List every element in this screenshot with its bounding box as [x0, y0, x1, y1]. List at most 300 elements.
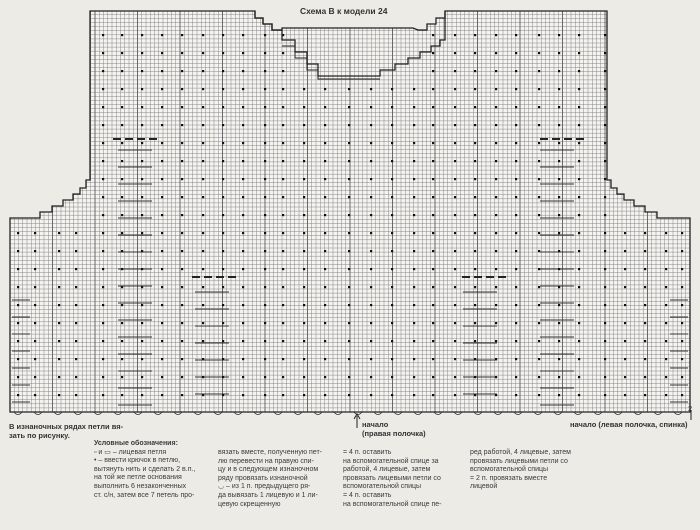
bobble-mark — [681, 232, 683, 234]
bobble-mark — [474, 304, 476, 306]
bobble-mark — [515, 88, 517, 90]
bobble-mark — [644, 322, 646, 324]
bobble-mark — [348, 214, 350, 216]
bobble-mark — [370, 106, 372, 108]
bobble-mark — [161, 142, 163, 144]
legend-line: вязать вместе, полученную пет- — [218, 449, 323, 456]
purl-rows-note-line1: В изнаночных рядах петли вя- — [9, 422, 124, 431]
bobble-mark — [538, 358, 540, 360]
bobble-mark — [102, 286, 104, 288]
bobble-mark — [558, 178, 560, 180]
bobble-mark — [391, 376, 393, 378]
bobble-mark — [102, 232, 104, 234]
legend-column-3 — [343, 449, 470, 509]
bobble-mark — [558, 70, 560, 72]
bobble-mark — [303, 286, 305, 288]
bobble-mark — [495, 358, 497, 360]
bobble-mark — [161, 214, 163, 216]
bobble-mark — [515, 70, 517, 72]
bobble-mark — [538, 340, 540, 342]
bobble-mark — [515, 250, 517, 252]
bobble-mark — [282, 304, 284, 306]
bobble-mark — [202, 250, 204, 252]
bobble-mark — [282, 340, 284, 342]
bobble-mark — [121, 196, 123, 198]
bobble-mark — [161, 160, 163, 162]
bobble-mark — [264, 250, 266, 252]
bobble-mark — [558, 142, 560, 144]
bobble-mark — [391, 394, 393, 396]
legend-line: цу и в следующем изнаночном — [218, 466, 319, 474]
bobble-mark — [681, 394, 683, 396]
bobble-mark — [413, 232, 415, 234]
bobble-mark — [604, 196, 606, 198]
bobble-mark — [75, 268, 77, 270]
bobble-mark — [578, 394, 580, 396]
bobble-mark — [161, 250, 163, 252]
bobble-mark — [102, 160, 104, 162]
bobble-mark — [391, 196, 393, 198]
bobble-mark — [222, 88, 224, 90]
bobble-mark — [413, 322, 415, 324]
bobble-mark — [141, 142, 143, 144]
bobble-mark — [413, 160, 415, 162]
bobble-mark — [538, 376, 540, 378]
bobble-mark — [324, 286, 326, 288]
bobble-mark — [624, 358, 626, 360]
bobble-mark — [454, 106, 456, 108]
bobble-mark — [161, 304, 163, 306]
bobble-mark — [624, 376, 626, 378]
bobble-mark — [121, 88, 123, 90]
legend-line: = 4 п. оставить — [343, 491, 392, 499]
bobble-mark — [222, 304, 224, 306]
bobble-mark — [75, 394, 77, 396]
bobble-mark — [604, 304, 606, 306]
bobble-mark — [370, 142, 372, 144]
bobble-mark — [202, 52, 204, 54]
bobble-mark — [75, 358, 77, 360]
bobble-mark — [474, 52, 476, 54]
bobble-mark — [161, 358, 163, 360]
bobble-mark — [558, 304, 560, 306]
bobble-mark — [432, 214, 434, 216]
bobble-mark — [495, 268, 497, 270]
bobble-mark — [474, 340, 476, 342]
bobble-mark — [303, 394, 305, 396]
bobble-mark — [644, 286, 646, 288]
bobble-mark — [432, 232, 434, 234]
bobble-mark — [102, 106, 104, 108]
bobble-mark — [370, 322, 372, 324]
legend-line: провязать лицевыми петли со — [470, 457, 568, 465]
bobble-mark — [141, 214, 143, 216]
bobble-mark — [474, 124, 476, 126]
bobble-mark — [264, 52, 266, 54]
bobble-mark — [324, 88, 326, 90]
bobble-mark — [604, 268, 606, 270]
bobble-mark — [282, 376, 284, 378]
bobble-mark — [324, 376, 326, 378]
bobble-mark — [303, 196, 305, 198]
bobble-mark — [161, 286, 163, 288]
bobble-mark — [58, 268, 60, 270]
bobble-mark — [121, 340, 123, 342]
bobble-mark — [578, 160, 580, 162]
bobble-mark — [181, 214, 183, 216]
bobble-mark — [303, 88, 305, 90]
bobble-mark — [34, 232, 36, 234]
bobble-mark — [141, 250, 143, 252]
bobble-mark — [222, 106, 224, 108]
bobble-mark — [141, 88, 143, 90]
bobble-mark — [242, 232, 244, 234]
bobble-mark — [242, 322, 244, 324]
bobble-mark — [495, 232, 497, 234]
start-right-front-sub: (правая полочка) — [362, 429, 426, 438]
bobble-mark — [604, 214, 606, 216]
bobble-mark — [558, 250, 560, 252]
bobble-mark — [391, 304, 393, 306]
bobble-mark — [432, 394, 434, 396]
bobble-mark — [324, 196, 326, 198]
bobble-mark — [17, 340, 19, 342]
bobble-mark — [303, 142, 305, 144]
chart-grid — [10, 10, 693, 413]
bobble-mark — [432, 322, 434, 324]
bobble-mark — [303, 178, 305, 180]
legend-line: на вспомогательной спице пе- — [343, 500, 442, 508]
bobble-mark — [474, 286, 476, 288]
bobble-mark — [222, 268, 224, 270]
bobble-mark — [242, 34, 244, 36]
bobble-mark — [515, 196, 517, 198]
bobble-mark — [454, 196, 456, 198]
bobble-mark — [282, 178, 284, 180]
bobble-mark — [454, 232, 456, 234]
bobble-mark — [121, 250, 123, 252]
bobble-mark — [161, 106, 163, 108]
bobble-mark — [604, 286, 606, 288]
bobble-mark — [282, 160, 284, 162]
bobble-mark — [202, 160, 204, 162]
bobble-mark — [264, 214, 266, 216]
bobble-mark — [222, 196, 224, 198]
row-marker: 2 — [688, 404, 693, 413]
bobble-mark — [432, 106, 434, 108]
bobble-mark — [202, 394, 204, 396]
bobble-mark — [454, 250, 456, 252]
bobble-mark — [495, 142, 497, 144]
bobble-mark — [665, 286, 667, 288]
bobble-mark — [432, 70, 434, 72]
legend-column-4 — [470, 449, 595, 492]
bobble-mark — [604, 106, 606, 108]
bobble-mark — [454, 340, 456, 342]
bobble-mark — [558, 34, 560, 36]
bobble-mark — [515, 34, 517, 36]
bobble-mark — [202, 340, 204, 342]
bobble-mark — [495, 124, 497, 126]
legend-line: лицевой — [470, 483, 498, 491]
bobble-mark — [181, 376, 183, 378]
bobble-mark — [102, 268, 104, 270]
bobble-mark — [604, 358, 606, 360]
bobble-mark — [604, 160, 606, 162]
legend-line: на той же петле основания — [94, 474, 182, 482]
bobble-mark — [515, 142, 517, 144]
bobble-mark — [454, 34, 456, 36]
bobble-mark — [413, 106, 415, 108]
bobble-mark — [181, 160, 183, 162]
bobble-mark — [348, 376, 350, 378]
bobble-mark — [242, 106, 244, 108]
bobble-mark — [454, 304, 456, 306]
legend-line: цевую скрещенную — [218, 500, 281, 508]
bobble-mark — [121, 358, 123, 360]
bobble-mark — [121, 322, 123, 324]
bobble-mark — [75, 322, 77, 324]
bobble-mark — [242, 358, 244, 360]
bobble-mark — [538, 178, 540, 180]
bobble-mark — [538, 268, 540, 270]
bobble-mark — [538, 124, 540, 126]
bobble-mark — [604, 34, 606, 36]
bobble-mark — [474, 88, 476, 90]
bobble-mark — [141, 394, 143, 396]
bobble-mark — [264, 376, 266, 378]
bobble-mark — [242, 124, 244, 126]
bobble-mark — [558, 394, 560, 396]
bobble-mark — [681, 340, 683, 342]
bobble-mark — [515, 286, 517, 288]
bobble-mark — [282, 214, 284, 216]
bobble-mark — [391, 88, 393, 90]
bobble-mark — [102, 178, 104, 180]
bobble-mark — [604, 376, 606, 378]
bobble-mark — [161, 232, 163, 234]
bobble-mark — [202, 88, 204, 90]
bobble-mark — [578, 34, 580, 36]
bobble-mark — [202, 232, 204, 234]
bobble-mark — [181, 88, 183, 90]
bobble-mark — [202, 304, 204, 306]
bobble-mark — [181, 394, 183, 396]
bobble-mark — [202, 196, 204, 198]
bobble-mark — [222, 340, 224, 342]
bobble-mark — [370, 268, 372, 270]
bobble-mark — [202, 124, 204, 126]
bobble-mark — [161, 178, 163, 180]
bobble-mark — [495, 250, 497, 252]
bobble-mark — [644, 232, 646, 234]
bobble-mark — [242, 268, 244, 270]
bobble-mark — [324, 394, 326, 396]
bobble-mark — [348, 268, 350, 270]
bobble-mark — [413, 304, 415, 306]
bobble-mark — [578, 178, 580, 180]
bobble-mark — [454, 214, 456, 216]
bobble-mark — [75, 304, 77, 306]
bobble-mark — [282, 286, 284, 288]
bobble-mark — [391, 358, 393, 360]
bobble-mark — [17, 286, 19, 288]
bobble-mark — [538, 160, 540, 162]
bobble-mark — [348, 178, 350, 180]
bobble-mark — [303, 124, 305, 126]
bobble-mark — [303, 340, 305, 342]
bobble-mark — [141, 52, 143, 54]
bobble-mark — [348, 394, 350, 396]
bobble-mark — [578, 340, 580, 342]
bobble-mark — [474, 178, 476, 180]
bobble-mark — [181, 358, 183, 360]
bobble-mark — [432, 124, 434, 126]
bobble-mark — [538, 196, 540, 198]
bobble-mark — [324, 232, 326, 234]
bobble-mark — [558, 376, 560, 378]
bobble-mark — [454, 160, 456, 162]
bobble-mark — [413, 376, 415, 378]
bobble-mark — [102, 196, 104, 198]
bobble-mark — [58, 232, 60, 234]
bobble-mark — [264, 196, 266, 198]
bobble-mark — [121, 160, 123, 162]
bobble-mark — [222, 178, 224, 180]
bobble-mark — [578, 358, 580, 360]
bobble-mark — [578, 106, 580, 108]
bobble-mark — [161, 196, 163, 198]
bobble-mark — [242, 214, 244, 216]
bobble-mark — [495, 34, 497, 36]
bobble-mark — [515, 178, 517, 180]
bobble-mark — [681, 322, 683, 324]
bobble-mark — [681, 250, 683, 252]
bobble-mark — [413, 124, 415, 126]
legend-line: да вывязать 1 лицевую и 1 ли- — [218, 491, 318, 499]
bobble-mark — [58, 340, 60, 342]
bobble-mark — [665, 304, 667, 306]
bobble-mark — [370, 376, 372, 378]
bobble-mark — [665, 322, 667, 324]
bobble-mark — [624, 250, 626, 252]
legend-line: лю перевести на правую спи- — [218, 457, 314, 465]
bobble-mark — [624, 232, 626, 234]
bobble-mark — [348, 88, 350, 90]
bobble-mark — [181, 322, 183, 324]
bobble-mark — [121, 70, 123, 72]
bobble-mark — [303, 250, 305, 252]
bobble-mark — [370, 124, 372, 126]
bobble-mark — [102, 250, 104, 252]
bobble-mark — [102, 376, 104, 378]
bobble-mark — [222, 376, 224, 378]
bobble-mark — [454, 88, 456, 90]
bobble-mark — [303, 304, 305, 306]
bobble-mark — [624, 286, 626, 288]
bobble-mark — [202, 70, 204, 72]
bobble-mark — [538, 214, 540, 216]
legend-line: = 2 п. провязать вместе — [470, 474, 548, 482]
bobble-mark — [665, 250, 667, 252]
bobble-mark — [578, 232, 580, 234]
bobble-mark — [324, 340, 326, 342]
bobble-mark — [578, 322, 580, 324]
bobble-mark — [644, 250, 646, 252]
bobble-mark — [242, 142, 244, 144]
bobble-mark — [348, 250, 350, 252]
bobble-mark — [558, 268, 560, 270]
bobble-mark — [222, 124, 224, 126]
bobble-mark — [102, 34, 104, 36]
legend-line: на вспомогательной спице за — [343, 457, 439, 465]
bobble-mark — [222, 52, 224, 54]
bobble-mark — [17, 232, 19, 234]
bobble-mark — [242, 88, 244, 90]
bobble-mark — [202, 322, 204, 324]
bobble-mark — [515, 106, 517, 108]
bobble-mark — [370, 232, 372, 234]
bobble-mark — [391, 286, 393, 288]
bobble-mark — [161, 124, 163, 126]
bobble-mark — [454, 322, 456, 324]
bobble-mark — [75, 376, 77, 378]
bobble-mark — [121, 124, 123, 126]
legend-line: = 4 п. оставить — [343, 449, 392, 456]
legend-line: вспомогательной спицы — [343, 483, 422, 491]
bobble-mark — [370, 88, 372, 90]
bobble-mark — [665, 268, 667, 270]
bobble-mark — [538, 34, 540, 36]
bobble-mark — [324, 214, 326, 216]
bobble-mark — [474, 358, 476, 360]
bobble-mark — [264, 160, 266, 162]
bobble-mark — [495, 106, 497, 108]
bobble-mark — [495, 394, 497, 396]
bobble-mark — [495, 178, 497, 180]
bobble-mark — [558, 160, 560, 162]
bobble-mark — [282, 322, 284, 324]
bobble-mark — [324, 322, 326, 324]
bobble-mark — [474, 196, 476, 198]
bobble-mark — [222, 142, 224, 144]
bobble-mark — [75, 286, 77, 288]
bobble-mark — [391, 268, 393, 270]
bobble-mark — [578, 196, 580, 198]
bobble-mark — [17, 376, 19, 378]
bobble-mark — [474, 268, 476, 270]
bobble-mark — [558, 340, 560, 342]
bobble-mark — [665, 394, 667, 396]
bobble-mark — [495, 160, 497, 162]
bobble-mark — [102, 142, 104, 144]
bobble-mark — [558, 106, 560, 108]
bobble-mark — [161, 322, 163, 324]
legend-column-2 — [218, 449, 340, 509]
bobble-mark — [181, 106, 183, 108]
bobble-mark — [303, 232, 305, 234]
bobble-mark — [454, 142, 456, 144]
bobble-mark — [391, 124, 393, 126]
bobble-mark — [515, 232, 517, 234]
bobble-mark — [624, 394, 626, 396]
bobble-mark — [102, 322, 104, 324]
bobble-mark — [242, 196, 244, 198]
bobble-mark — [141, 358, 143, 360]
bobble-mark — [538, 52, 540, 54]
bobble-mark — [264, 178, 266, 180]
bobble-mark — [644, 268, 646, 270]
